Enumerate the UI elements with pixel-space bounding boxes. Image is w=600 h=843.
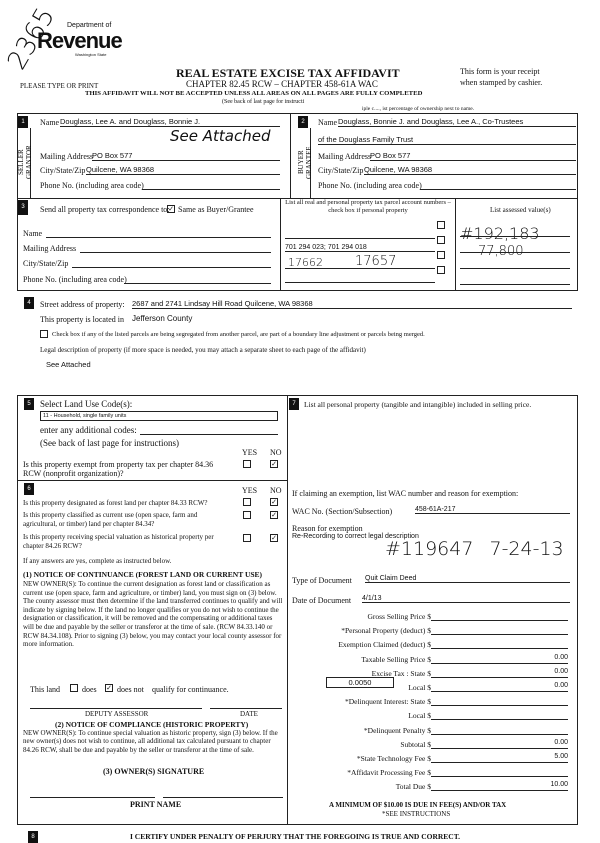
- yes-header-6: YES: [242, 486, 258, 495]
- yes-header-5: YES: [242, 448, 258, 457]
- section-4-badge: 4: [24, 297, 34, 309]
- historic-no-checkbox[interactable]: ✓: [271, 534, 277, 542]
- corr-mail[interactable]: [80, 244, 271, 253]
- assessed-value-2: 77,800: [478, 244, 524, 259]
- reason-label: Reason for exemption: [292, 524, 363, 533]
- assessed-header: List assessed value(s): [490, 206, 551, 214]
- fee-value[interactable]: [431, 725, 568, 735]
- buyer-mail-label: Mailing Address: [318, 152, 372, 161]
- seller-name[interactable]: Douglass, Lee A. and Douglass, Bonnie J.: [60, 117, 280, 127]
- notice-compliance-title: (2) NOTICE OF COMPLIANCE (HISTORIC PROPERTY): [55, 720, 249, 729]
- ownership-note: iple c...., ist percentage of ownership next to name.: [362, 106, 475, 112]
- legal-description[interactable]: See Attached: [46, 360, 91, 369]
- parcel-header: List all real and personal property tax parcel account numbers – check box if personal property: [285, 199, 451, 214]
- owner-signature-title: (3) OWNER(S) SIGNATURE: [103, 767, 205, 776]
- send-correspondence-label: Send all property tax correspondence to:: [40, 205, 170, 214]
- forest-no-checkbox[interactable]: ✓: [271, 498, 277, 506]
- wac-label: WAC No. (Section/Subsection): [292, 507, 393, 516]
- corr-city[interactable]: [72, 259, 271, 268]
- fee-value[interactable]: [431, 710, 568, 720]
- county-label: This property is located in: [40, 315, 124, 324]
- historic-yes-checkbox[interactable]: [243, 534, 251, 542]
- does-checkbox[interactable]: [70, 684, 78, 692]
- seller-mail[interactable]: PO Box 577: [92, 151, 280, 161]
- land-use-label: Select Land Use Code(s):: [40, 399, 133, 409]
- assessor-date-label: DATE: [240, 710, 258, 718]
- current-use-question: Is this property classified as current use (open space, farm and agricultural, or timber) land per chapter 84.34?: [23, 511, 198, 528]
- exemption-label: If claiming an exemption, list WAC number and reason for exemption:: [292, 489, 519, 498]
- seller-phone[interactable]: [142, 181, 280, 190]
- see-instructions: *SEE INSTRUCTIONS: [382, 810, 451, 818]
- fee-label: Taxable Selling Price $: [361, 654, 431, 664]
- exempt-yes-checkbox[interactable]: [243, 460, 251, 468]
- fee-value[interactable]: 0.00: [431, 739, 568, 749]
- no-header-6: NO: [270, 486, 282, 495]
- section-3-badge: 3: [18, 200, 28, 215]
- seller-name-label: Name: [40, 118, 60, 127]
- personal-property-checkbox-4[interactable]: [437, 266, 445, 274]
- section-7-badge: 7: [289, 398, 299, 410]
- notice-continuance-text: NEW OWNER(S): To continue the current designation as forest land or classification as current use (open space, farm and agriculture, or timber) land, you must sign on (3) below. The county assessor must then determine if the land transferred continues to qualify and will indicate by signing below. If the land no longer qualifies or you do not wish to continue the designation or classification, it will be removed and the compensating or additional taxes will be due and payable by the seller or transferor at the time of sale. (RCW 84.33.140 or RCW 84.34.108). Prior to signing (3) below, you may contact your local county assessor for more information.: [23, 580, 283, 649]
- additional-codes-label: enter any additional codes:: [40, 425, 137, 435]
- doc-type-label: Type of Document: [292, 576, 352, 585]
- reason-value[interactable]: Re-Recording to correct legal description: [292, 533, 419, 540]
- fee-value[interactable]: 10.00: [431, 781, 568, 791]
- signature-line-2[interactable]: [163, 797, 283, 798]
- personal-property-checkbox-3[interactable]: [437, 251, 445, 259]
- same-as-buyer-label: Same as Buyer/Grantee: [178, 205, 254, 214]
- segregated-label: Check box if any of the listed parcels are being segregated from another parcel, are part of a boundary line adjustment or parcels being merged.: [52, 331, 425, 338]
- parcel-hand-2: 17657: [355, 254, 397, 269]
- historic-question: Is this property receiving special valuation as historical property per chapter 84.26 RCW?: [23, 533, 214, 550]
- qualify-label: qualify for continuance.: [152, 685, 229, 694]
- legal-label: Legal description of property (if more space is needed, you may attach a separate sheet to each page of the affidavit): [40, 346, 366, 354]
- corr-phone-label: Phone No. (including area code): [23, 275, 127, 284]
- form-chapter: CHAPTER 82.45 RCW – CHAPTER 458-61A WAC: [186, 79, 378, 89]
- fee-label: Local $: [408, 683, 431, 692]
- buyer-name-label: Name: [318, 118, 338, 127]
- print-name-label: PRINT NAME: [130, 800, 182, 809]
- buyer-side-label: BUYER GRANTEE: [297, 146, 313, 179]
- parcel-line-1[interactable]: [285, 230, 435, 239]
- fee-label: Subtotal $: [400, 739, 431, 749]
- buyer-name[interactable]: Douglass, Bonnie J. and Douglass, Lee A., Co-Trustees: [338, 117, 576, 127]
- seller-mail-label: Mailing Address: [40, 152, 94, 161]
- fee-value[interactable]: 0.00: [431, 654, 568, 664]
- fee-value[interactable]: 0.00: [431, 668, 568, 678]
- please-type: PLEASE TYPE OR PRINT: [20, 82, 99, 90]
- fee-label: Excise Tax : State $: [371, 668, 431, 678]
- see-back: (See back of last page for instructi: [222, 99, 305, 105]
- current-use-yes-checkbox[interactable]: [243, 511, 251, 519]
- notice-compliance-text: NEW OWNER(S): To continue special valuation as historic property, sign (3) below. If the new owner(s) does not wish to continue, all additional tax calculated pursuant to chapter 84.26 RCW, shall be due and payable by the seller or transferor at the time of sale.: [23, 729, 278, 754]
- fee-value[interactable]: [431, 696, 568, 706]
- section-6-badge: 6: [24, 483, 34, 495]
- fee-value[interactable]: 5.00: [431, 753, 568, 763]
- buyer-mail[interactable]: PO Box 577: [370, 151, 576, 161]
- no-header-5: NO: [270, 448, 282, 457]
- does-not-checkbox[interactable]: ✓: [106, 684, 112, 692]
- personal-property-label: List all personal property (tangible and intangible) included in selling price.: [304, 400, 532, 409]
- fee-value[interactable]: [431, 639, 568, 649]
- corr-mail-label: Mailing Address: [23, 244, 77, 253]
- assessed-value-1: #192,183: [460, 224, 540, 243]
- form-title: REAL ESTATE EXCISE TAX AFFIDAVIT: [176, 66, 400, 80]
- doc-type[interactable]: Quit Claim Deed: [365, 575, 570, 583]
- this-land-label: This land: [30, 685, 60, 694]
- exempt-question: Is this property exempt from property tax per chapter 84.36 RCW (nonprofit organization)?: [23, 460, 214, 478]
- seller-side-label: SELLER GRANTOR: [17, 145, 33, 180]
- corr-city-label: City/State/Zip: [23, 259, 69, 268]
- receipt-note-1: This form is your receipt: [460, 67, 540, 76]
- notice-continuance-title: (1) NOTICE OF CONTINUANCE (FOREST LAND OR CURRENT USE): [23, 570, 263, 579]
- section-8-badge: 8: [28, 831, 38, 843]
- doc-date[interactable]: 4/1/13: [362, 595, 570, 603]
- buyer-phone-label: Phone No. (including area code): [318, 181, 422, 190]
- personal-property-checkbox-2[interactable]: [437, 236, 445, 244]
- receipt-note-2: when stamped by cashier.: [460, 78, 543, 87]
- same-as-buyer-checkbox[interactable]: ✓: [168, 205, 174, 213]
- fee-label: Total Due $: [395, 782, 431, 792]
- local-rate-box[interactable]: 0.0050: [326, 677, 394, 688]
- fee-label: Exemption Claimed (deduct) $: [338, 640, 431, 650]
- forest-question: Is this property designated as forest land per chapter 84.33 RCW?: [23, 499, 208, 507]
- exempt-no-checkbox[interactable]: ✓: [271, 460, 277, 468]
- buyer-phone[interactable]: [420, 181, 576, 190]
- segregated-checkbox[interactable]: [40, 330, 48, 338]
- seller-handwritten-note: See Attached: [170, 127, 271, 145]
- corr-phone[interactable]: [124, 275, 271, 284]
- does-not-label: does not: [117, 685, 144, 694]
- fee-value[interactable]: [431, 611, 568, 621]
- fee-value[interactable]: [431, 625, 568, 635]
- fee-label: *Delinquent Penalty $: [363, 725, 431, 735]
- fee-label: *State Technology Fee $: [356, 754, 431, 763]
- certification-statement: I CERTIFY UNDER PENALTY OF PERJURY THAT THE FOREGOING IS TRUE AND CORRECT.: [130, 832, 461, 841]
- buyer-city[interactable]: Quilcene, WA 98368: [364, 165, 576, 175]
- signature-line-1[interactable]: [30, 797, 155, 798]
- fee-label: *Affidavit Processing Fee $: [347, 768, 431, 778]
- fee-value[interactable]: 0.00: [431, 682, 568, 692]
- minimum-note: A MINIMUM OF $10.00 IS DUE IN FEE(S) AND/OR TAX: [329, 801, 507, 809]
- parcel-numbers[interactable]: 701 294 023; 701 294 018: [285, 244, 435, 252]
- forest-yes-checkbox[interactable]: [243, 498, 251, 506]
- fee-label: *Personal Property (deduct) $: [341, 626, 431, 636]
- fee-label: Local $: [408, 711, 431, 721]
- section-2-badge: 2: [298, 116, 308, 128]
- section-1-badge: 1: [18, 116, 28, 128]
- deputy-assessor-label: DEPUTY ASSESSOR: [85, 710, 149, 718]
- personal-property-checkbox-1[interactable]: [437, 221, 445, 229]
- corr-name-label: Name: [23, 229, 43, 238]
- doc-date-label: Date of Document: [292, 596, 352, 605]
- corr-name[interactable]: [46, 229, 271, 238]
- buyer-name-line2[interactable]: of the Douglass Family Trust: [318, 135, 576, 145]
- does-label: does: [82, 685, 97, 694]
- fee-label: *Delinquent Interest: State $: [344, 697, 431, 707]
- handwritten-record-note: #119647 7-24-13: [385, 538, 564, 560]
- if-yes-note: If any answers are yes, complete as instructed below.: [23, 557, 172, 565]
- warning: THIS AFFIDAVIT WILL NOT BE ACCEPTED UNLESS ALL AREAS ON ALL PAGES ARE FULLY COMPLETED: [85, 90, 423, 97]
- seller-city[interactable]: Quilcene, WA 98368: [86, 165, 280, 175]
- seller-city-label: City/State/Zip: [40, 166, 86, 175]
- buyer-city-label: City/State/Zip: [318, 166, 364, 175]
- street-address[interactable]: 2687 and 2741 Lindsay Hill Road Quilcene, WA 98368: [132, 299, 572, 309]
- wac-number[interactable]: 458-61A-217: [415, 506, 570, 514]
- seller-phone-label: Phone No. (including area code): [40, 181, 144, 190]
- fee-value[interactable]: [431, 767, 568, 777]
- section-5-badge: 5: [24, 398, 34, 410]
- handwritten-number: 2365: [2, 2, 62, 76]
- county[interactable]: Jefferson County: [132, 314, 193, 323]
- parcel-hand-1: 17662: [288, 256, 323, 269]
- current-use-no-checkbox[interactable]: ✓: [271, 511, 277, 519]
- additional-codes-input[interactable]: [140, 425, 278, 435]
- street-label: Street address of property:: [40, 300, 125, 309]
- land-use-select[interactable]: 11 - Household, single family units: [40, 411, 278, 421]
- fee-label: Gross Selling Price $: [367, 612, 431, 621]
- see-back-5: (See back of last page for instructions): [40, 438, 179, 448]
